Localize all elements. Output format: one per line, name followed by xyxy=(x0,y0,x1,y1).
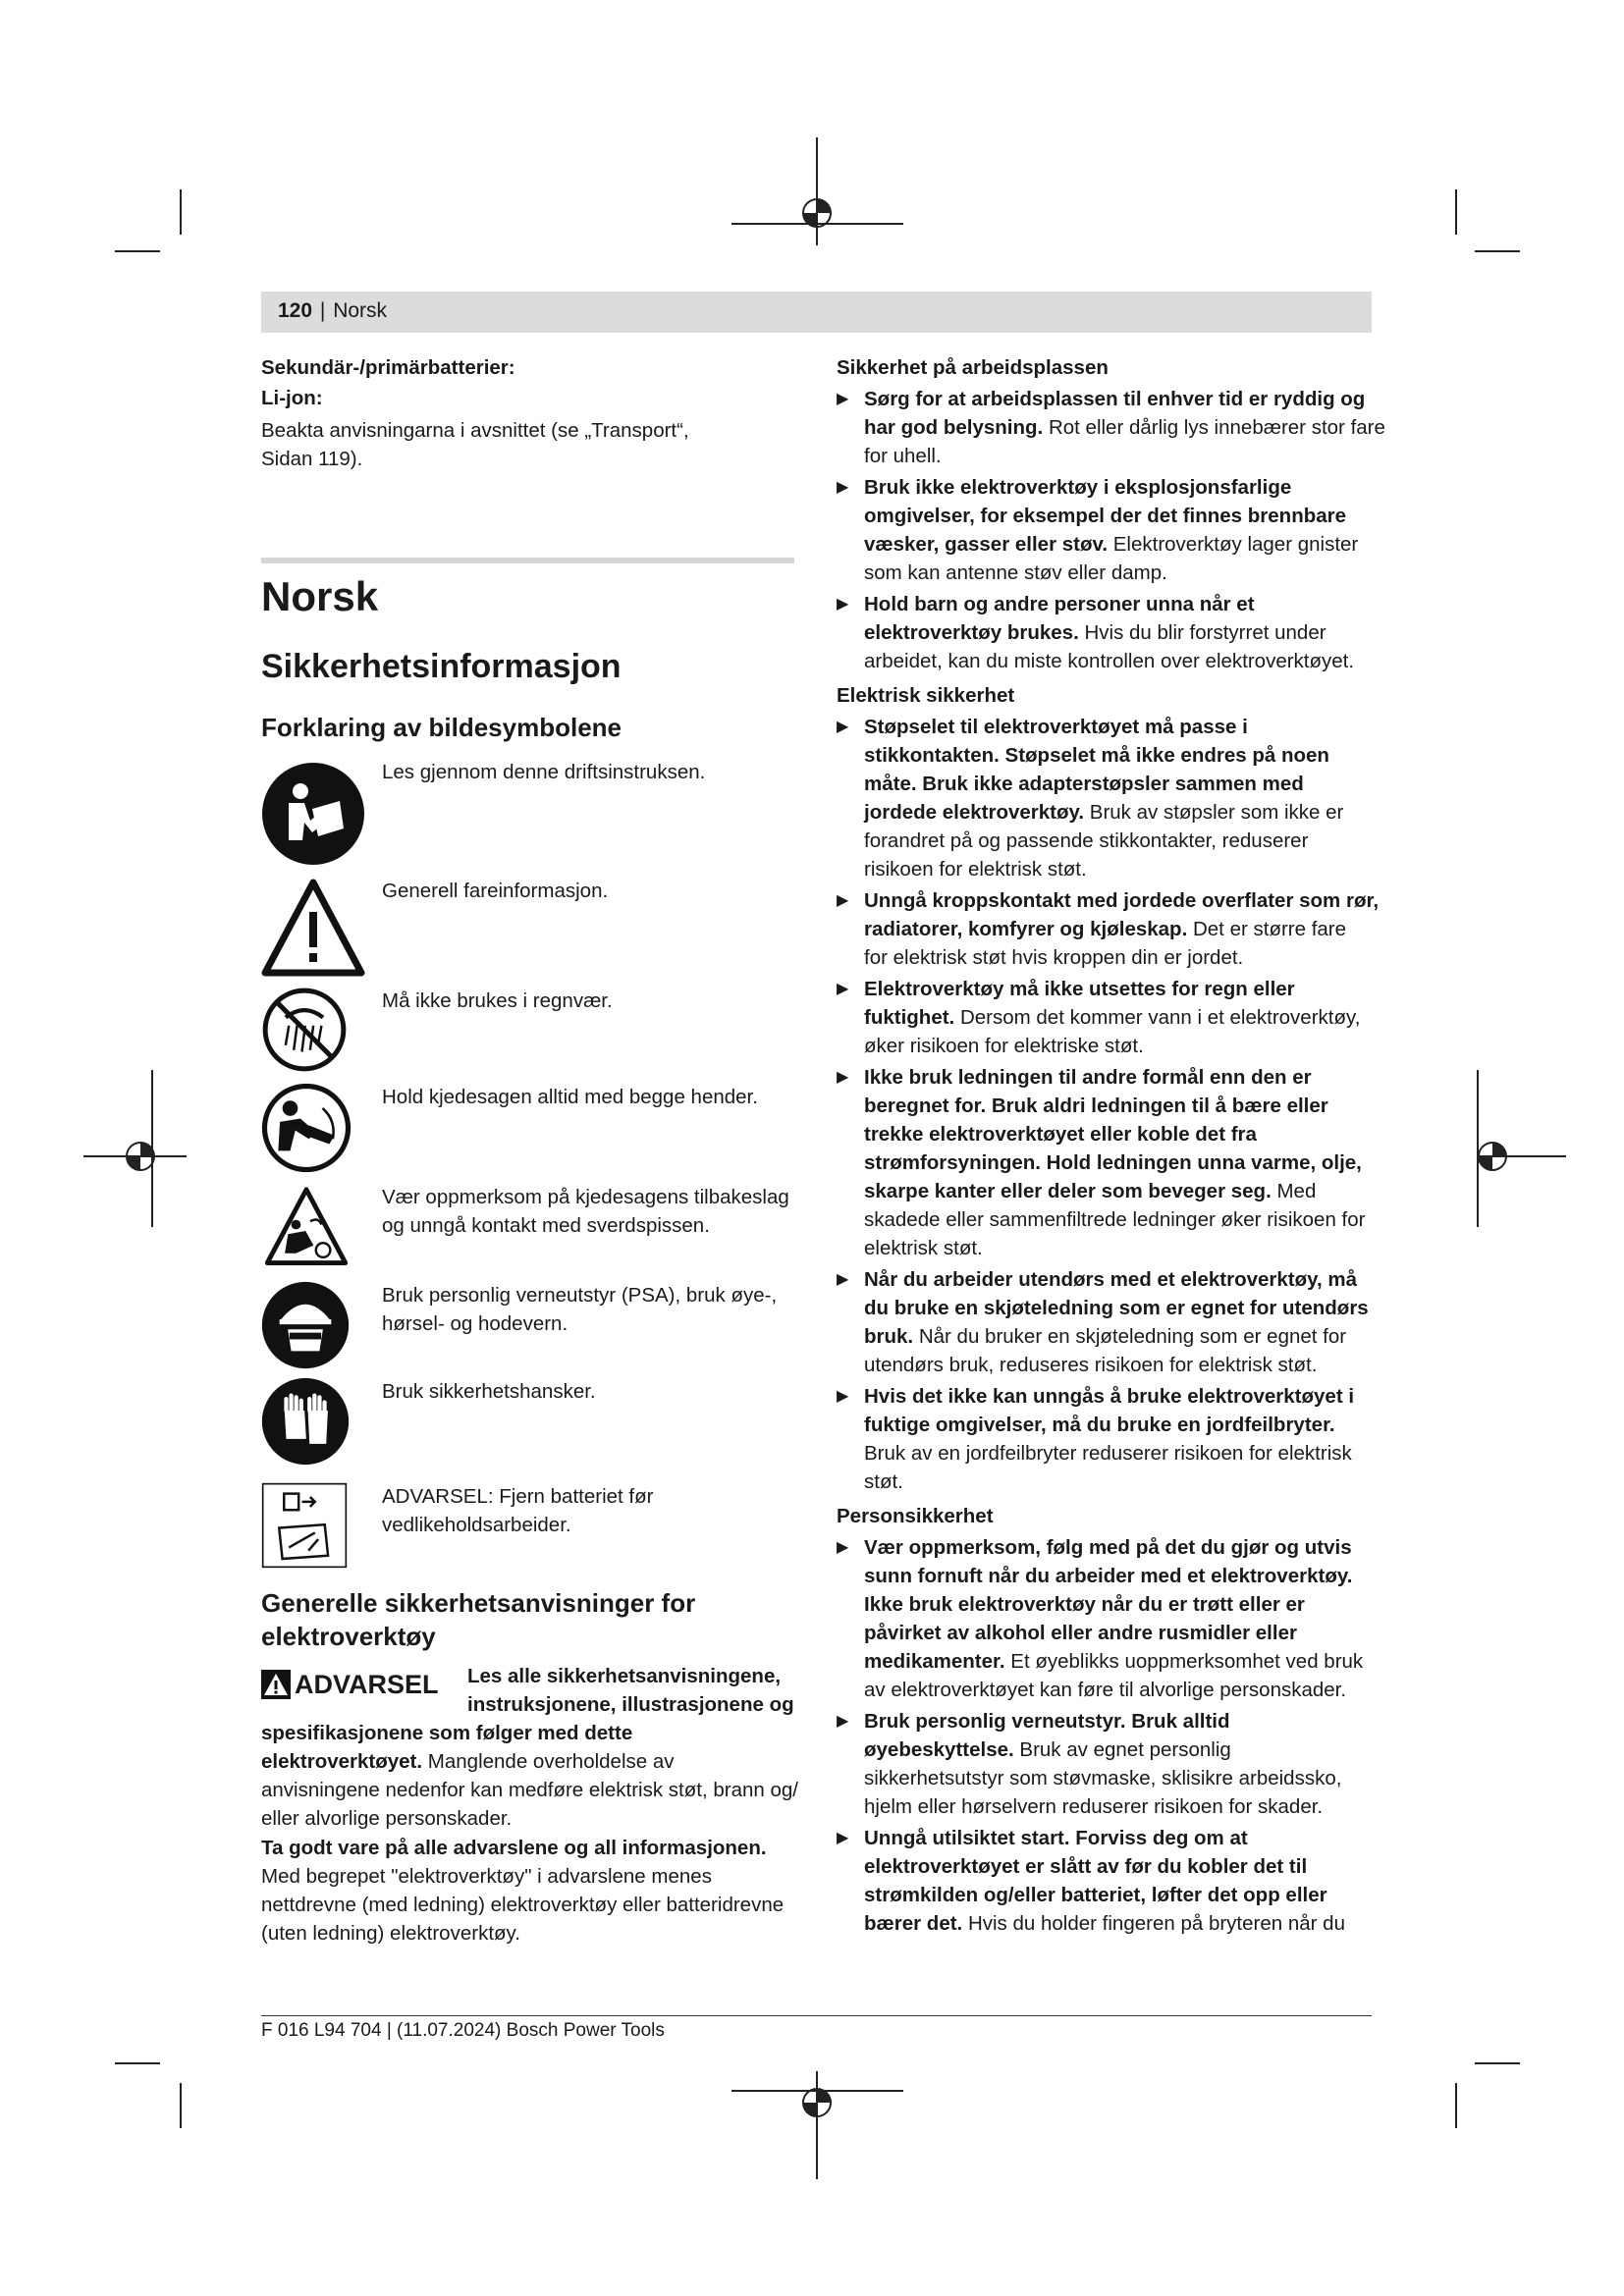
bullet-line xyxy=(864,1265,1386,1294)
symbol-row xyxy=(261,1377,791,1475)
bullet-bold-text: Sørg for at arbeidsplassen til enhver tid er ryddig og xyxy=(864,388,1366,410)
subsection-heading: Elektrisk sikkerhet xyxy=(837,684,1015,707)
section-heading: Sikkerhetsinformasjon xyxy=(261,648,622,685)
subsection-heading: Personsikkerhet xyxy=(837,1505,994,1527)
bullet-text: elektrisk støt. xyxy=(864,1237,983,1259)
bullet-bold-text: Bruk ikke elektroverktøy i eksplosjonsfarlige xyxy=(864,476,1292,499)
warning-triangle-icon xyxy=(261,1670,291,1699)
bullet-line xyxy=(864,1647,1386,1676)
bullet-arrow-icon: ▶ xyxy=(837,391,849,407)
bullet-text: for uhell. xyxy=(864,445,942,467)
bullet-bold-text: Hvis det ikke kan unngås å bruke elektroverktøyet i xyxy=(864,1385,1355,1408)
bullet-text: som kan antenne støv eller damp. xyxy=(864,561,1167,584)
bullet-line xyxy=(864,502,1386,530)
bullet-bold-text: har god belysning. xyxy=(864,416,1044,439)
bullet-line xyxy=(864,1824,1386,1852)
bullet-bold-text: fuktighet. xyxy=(864,1006,955,1029)
battery-text: Beakta anvisningarna i avsnittet (se „Transport“, xyxy=(261,419,689,442)
crop-mark xyxy=(1455,189,1457,235)
symbol-text: Må ikke brukes i regnvær. xyxy=(382,989,613,1012)
bullet-bold-text: medikamenter. xyxy=(864,1650,1005,1673)
symbol-text: Generell fareinformasjon. xyxy=(382,880,609,902)
bullet-bold-text: øyebeskyttelse. xyxy=(864,1738,1014,1761)
bullet-text: arbeidet, kan du miste kontrollen over elektroverktøyet. xyxy=(864,650,1355,672)
bullet-text: støt. xyxy=(864,1470,903,1493)
bullet-line xyxy=(864,827,1386,855)
bullet-bold-text: væsker, gasser eller støv. xyxy=(864,533,1109,556)
bullet-text: øker risikoen for elektriske støt. xyxy=(864,1035,1144,1057)
symbol-text: Les gjennom denne driftsinstruksen. xyxy=(382,761,706,783)
no-rain-icon xyxy=(261,987,348,1073)
bullet-bold-text: omgivelser, for eksempel der det finnes brennbare xyxy=(864,505,1347,527)
bullet-bold-text: strømkilden og/eller batteriet, løfter det opp eller xyxy=(864,1884,1327,1906)
safety-bullet xyxy=(837,1265,1386,1379)
right-column xyxy=(837,353,1386,1938)
bullet-text: av elektroverktøyet kan føre til alvorlige personskader. xyxy=(864,1679,1347,1701)
bullet-text: Bruk av egnet personlig xyxy=(1013,1738,1231,1761)
kickback-warning-icon xyxy=(261,1185,352,1269)
safety-bullet xyxy=(837,385,1386,470)
keep-warnings-paragraph: Ta godt vare på alle advarslene og all informasjonen. Med begrepet "elektroverktøy" i advarslene menes nettdrevne (med ledning) elektroverktøy eller batteridrevne (uten ledning) elektroverktøy. xyxy=(261,1837,785,1945)
bullet-text: Et øyeblikks uoppmerksomhet ved bruk xyxy=(1004,1650,1364,1673)
symbol-row xyxy=(261,758,791,868)
bullet-line xyxy=(864,915,1386,943)
crop-mark xyxy=(1475,2062,1520,2064)
safety-bullet xyxy=(837,975,1386,1060)
bullet-line xyxy=(864,770,1386,798)
bullet-line xyxy=(864,559,1386,587)
page-footer: F 016 L94 704 | (11.07.2024) Bosch Power Tools xyxy=(261,2020,665,2041)
bullet-line xyxy=(864,1234,1386,1262)
bullet-text: skadede eller sammenfiltrede ledninger øker risikoen for xyxy=(864,1208,1366,1231)
bullet-bold-text: Hold barn og andre personer unna når et xyxy=(864,593,1255,615)
bullet-line xyxy=(864,1120,1386,1148)
language-heading: Norsk xyxy=(261,573,379,619)
bullet-bold-text: måte. Bruk ikke adapterstøpsler sammen med xyxy=(864,773,1304,795)
bullet-arrow-icon: ▶ xyxy=(837,1830,849,1846)
bullet-text: sikkerhetsutstyr som støvmaske, sklisikre arbeidssko, xyxy=(864,1767,1342,1789)
bullet-line xyxy=(864,1590,1386,1619)
crop-mark xyxy=(180,189,182,235)
ppe-helmet-icon xyxy=(261,1281,350,1369)
page-header-bar xyxy=(261,292,1372,333)
header-separator: | xyxy=(319,299,326,322)
bullet-bold-text: strømforsyningen. Hold ledningen unna varme, olje, xyxy=(864,1151,1362,1174)
bullet-bold-text: Elektroverktøy må ikke utsettes for regn eller xyxy=(864,978,1295,1000)
remove-battery-icon xyxy=(261,1482,348,1569)
registration-mark-icon xyxy=(731,2071,908,2179)
bullet-line xyxy=(864,1177,1386,1205)
bullet-line xyxy=(864,1707,1386,1735)
bullet-bold-text: skarpe kanter eller deler som beveger seg. xyxy=(864,1180,1272,1202)
bullet-bold-text: trekke elektroverktøyet eller koble det fra xyxy=(864,1123,1257,1146)
warning-paragraph: Les alle sikkerhetsanvisningene, instruksjonene, illustrasjonene og xyxy=(467,1665,794,1716)
bullet-text: Rot eller dårlig lys innebærer stor fare xyxy=(1043,416,1385,439)
bullet-line xyxy=(864,1881,1386,1909)
bullet-arrow-icon: ▶ xyxy=(837,1388,849,1405)
battery-title: Sekundär-/primärbatterier: xyxy=(261,356,515,379)
bullet-bold-text: Unngå utilsiktet start. Forviss deg om at xyxy=(864,1827,1248,1849)
bullet-arrow-icon: ▶ xyxy=(837,892,849,909)
bullet-bold-text: sunn fornuft når du arbeider med et elektroverktøy. xyxy=(864,1565,1353,1587)
bullet-line xyxy=(864,1063,1386,1092)
bullet-arrow-icon: ▶ xyxy=(837,719,849,735)
warning-triangle-icon xyxy=(261,877,365,981)
bullet-bold-text: Støpselet til elektroverktøyet må passe i xyxy=(864,716,1248,738)
safety-bullet xyxy=(837,713,1386,883)
bullet-text: utendørs bruk, reduseres risikoen for elektrisk støt. xyxy=(864,1354,1318,1376)
bullet-text: Elektroverktøy lager gnister xyxy=(1108,533,1359,556)
bullet-line xyxy=(864,473,1386,502)
bullet-line xyxy=(864,1148,1386,1177)
bullet-text: Det er større fare xyxy=(1187,918,1347,940)
page-header xyxy=(278,299,387,323)
bullet-text: Hvis du holder fingeren på bryteren når du xyxy=(962,1912,1345,1935)
bullet-text: Når du bruker en skjøteledning som er egnet for xyxy=(913,1325,1347,1348)
bullet-bold-text: påvirket av alkohol eller andre rusmidler eller xyxy=(864,1622,1297,1644)
bullet-line xyxy=(864,530,1386,559)
bullet-line xyxy=(864,1439,1386,1468)
crop-mark xyxy=(115,2062,160,2064)
bullet-bold-text: Ikke bruk ledningen til andre formål enn den er xyxy=(864,1066,1312,1089)
safety-bullet xyxy=(837,1533,1386,1704)
bullet-line xyxy=(864,1676,1386,1704)
safety-bullet xyxy=(837,886,1386,972)
symbols-heading: Forklaring av bildesymbolene xyxy=(261,713,622,742)
bullet-bold-text: elektroverktøy brukes. xyxy=(864,621,1079,644)
bullet-line xyxy=(864,1792,1386,1821)
symbol-row xyxy=(261,1185,791,1273)
bullet-bold-text: Vær oppmerksom, følg med på det du gjør og utvis xyxy=(864,1536,1352,1559)
symbol-text: Bruk personlig verneutstyr (PSA), bruk øye-, hørsel- og hodevern. xyxy=(382,1284,778,1335)
section-divider xyxy=(261,558,794,563)
bullet-line xyxy=(864,1735,1386,1764)
bullet-text: Dersom det kommer vann i et elektroverktøy, xyxy=(954,1006,1361,1029)
symbol-row xyxy=(261,1083,791,1181)
crop-mark xyxy=(1455,2083,1457,2128)
header-language: Norsk xyxy=(333,299,388,322)
crop-mark xyxy=(115,250,160,252)
symbol-row xyxy=(261,1281,791,1371)
bullet-line xyxy=(864,1764,1386,1792)
symbol-text: ADVARSEL: Fjern batteriet før vedlikeholdsarbeider. xyxy=(382,1485,654,1536)
bullet-line xyxy=(864,886,1386,915)
battery-block xyxy=(261,353,791,473)
bullet-bold-text: fuktige omgivelser, må du bruke en jordfeilbryter. xyxy=(864,1414,1335,1436)
warning-badge xyxy=(261,1668,439,1701)
bullet-bold-text: Bruk personlig verneutstyr. Bruk alltid xyxy=(864,1710,1230,1733)
bullet-bold-text: stikkontakten. Støpselet må ikke endres på noen xyxy=(864,744,1329,767)
subsection-heading: Sikkerhet på arbeidsplassen xyxy=(837,356,1109,379)
bullet-line xyxy=(864,1852,1386,1881)
bullet-arrow-icon: ▶ xyxy=(837,479,849,496)
bullet-line xyxy=(864,943,1386,972)
bullet-arrow-icon: ▶ xyxy=(837,1713,849,1730)
symbol-row xyxy=(261,1482,791,1576)
general-safety-heading: Generelle sikkerhetsanvisninger for elektroverktøy xyxy=(261,1588,696,1651)
bullet-text: Bruk av støpsler som ikke er xyxy=(1084,801,1344,824)
bullet-line xyxy=(864,975,1386,1003)
bullet-line xyxy=(864,618,1386,647)
bullet-line xyxy=(864,1619,1386,1647)
crop-mark xyxy=(180,2083,182,2128)
bullet-line xyxy=(864,798,1386,827)
bullet-line xyxy=(864,1032,1386,1060)
symbol-text: Hold kjedesagen alltid med begge hender. xyxy=(382,1086,758,1108)
symbol-text: Bruk sikkerhetshansker. xyxy=(382,1380,596,1403)
bullet-bold-text: jordede elektroverktøy. xyxy=(864,801,1085,824)
bullet-bold-text: radiatorer, komfyrer og kjøleskap. xyxy=(864,918,1188,940)
bullet-bold-text: Unngå kroppskontakt med jordede overflater som rør, xyxy=(864,889,1380,912)
bullet-line xyxy=(864,385,1386,413)
bullet-text: hjelm eller hørselvern reduserer risikoen for skader. xyxy=(864,1795,1324,1818)
safety-bullet xyxy=(837,1063,1386,1262)
safety-bullet xyxy=(837,1382,1386,1496)
bullet-arrow-icon: ▶ xyxy=(837,1271,849,1288)
bullet-line xyxy=(864,1382,1386,1411)
bullet-arrow-icon: ▶ xyxy=(837,1539,849,1556)
symbol-text: Vær oppmerksom på kjedesagens tilbakeslag og unngå kontakt med sverdspissen. xyxy=(382,1186,789,1237)
bullet-line xyxy=(864,590,1386,618)
battery-text: Sidan 119). xyxy=(261,448,363,470)
bullet-line xyxy=(864,741,1386,770)
safety-bullet xyxy=(837,1707,1386,1821)
bullet-bold-text: Når du arbeider utendørs med et elektroverktøy, må xyxy=(864,1268,1358,1291)
bullet-line xyxy=(864,713,1386,741)
bullet-bold-text: beregnet for. Bruk aldri ledningen til å bære eller xyxy=(864,1095,1328,1117)
bullet-line xyxy=(864,647,1386,675)
bullet-arrow-icon: ▶ xyxy=(837,1069,849,1086)
bullet-arrow-icon: ▶ xyxy=(837,981,849,997)
bullet-text: for elektrisk støt hvis kroppen din er jordet. xyxy=(864,946,1244,969)
footer-divider xyxy=(261,2015,1372,2016)
read-manual-icon xyxy=(261,762,365,866)
bullet-text: risikoen for elektrisk støt. xyxy=(864,858,1087,881)
bullet-line xyxy=(864,855,1386,883)
battery-type: Li-jon: xyxy=(261,387,323,409)
registration-mark-icon xyxy=(1434,1070,1571,1247)
bullet-line xyxy=(864,1294,1386,1322)
bullet-text: Med xyxy=(1271,1180,1317,1202)
bullet-text: Hvis du blir forstyrret under xyxy=(1078,621,1326,644)
bullet-text: Bruk av en jordfeilbryter reduserer risikoen for elektrisk xyxy=(864,1442,1352,1465)
warning-paragraph: spesifikasjonene som følger med dette elektroverktøyet. Manglende overholdelse av anvisningene nedenfor kan medføre elektrisk støt, brann og/ eller alvorlige personskader. xyxy=(261,1722,798,1830)
safety-bullet xyxy=(837,590,1386,675)
two-hands-icon xyxy=(261,1083,352,1173)
bullet-line xyxy=(864,1092,1386,1120)
bullet-arrow-icon: ▶ xyxy=(837,596,849,613)
bullet-line xyxy=(864,1003,1386,1032)
page-number: 120 xyxy=(278,299,313,322)
bullet-text: forandret på og passende stikkontakter, reduserer xyxy=(864,829,1309,852)
bullet-line xyxy=(864,1909,1386,1938)
bullet-line xyxy=(864,1562,1386,1590)
registration-mark-icon xyxy=(83,1070,191,1247)
bullet-line xyxy=(864,1322,1386,1351)
bullet-line xyxy=(864,1411,1386,1439)
bullet-line xyxy=(864,1468,1386,1496)
symbol-row xyxy=(261,877,791,985)
bullet-line xyxy=(864,1533,1386,1562)
bullet-line xyxy=(864,413,1386,442)
bullet-bold-text: bruk. xyxy=(864,1325,914,1348)
bullet-line xyxy=(864,1205,1386,1234)
safety-bullet xyxy=(837,1824,1386,1938)
gloves-icon xyxy=(261,1377,350,1466)
bullet-bold-text: elektroverktøyet er slått av før du kobler det til xyxy=(864,1855,1308,1878)
registration-mark-icon xyxy=(731,137,908,245)
crop-mark xyxy=(1475,250,1520,252)
safety-bullet xyxy=(837,473,1386,587)
bullet-line xyxy=(864,1351,1386,1379)
bullet-bold-text: du bruke en skjøteledning som er egnet for utendørs xyxy=(864,1297,1369,1319)
bullet-bold-text: bærer det. xyxy=(864,1912,963,1935)
warning-label: ADVARSEL xyxy=(295,1669,439,1699)
bullet-line xyxy=(864,442,1386,470)
bullet-bold-text: Ikke bruk elektroverktøy når du er trøtt eller er xyxy=(864,1593,1305,1616)
symbol-row xyxy=(261,987,791,1075)
